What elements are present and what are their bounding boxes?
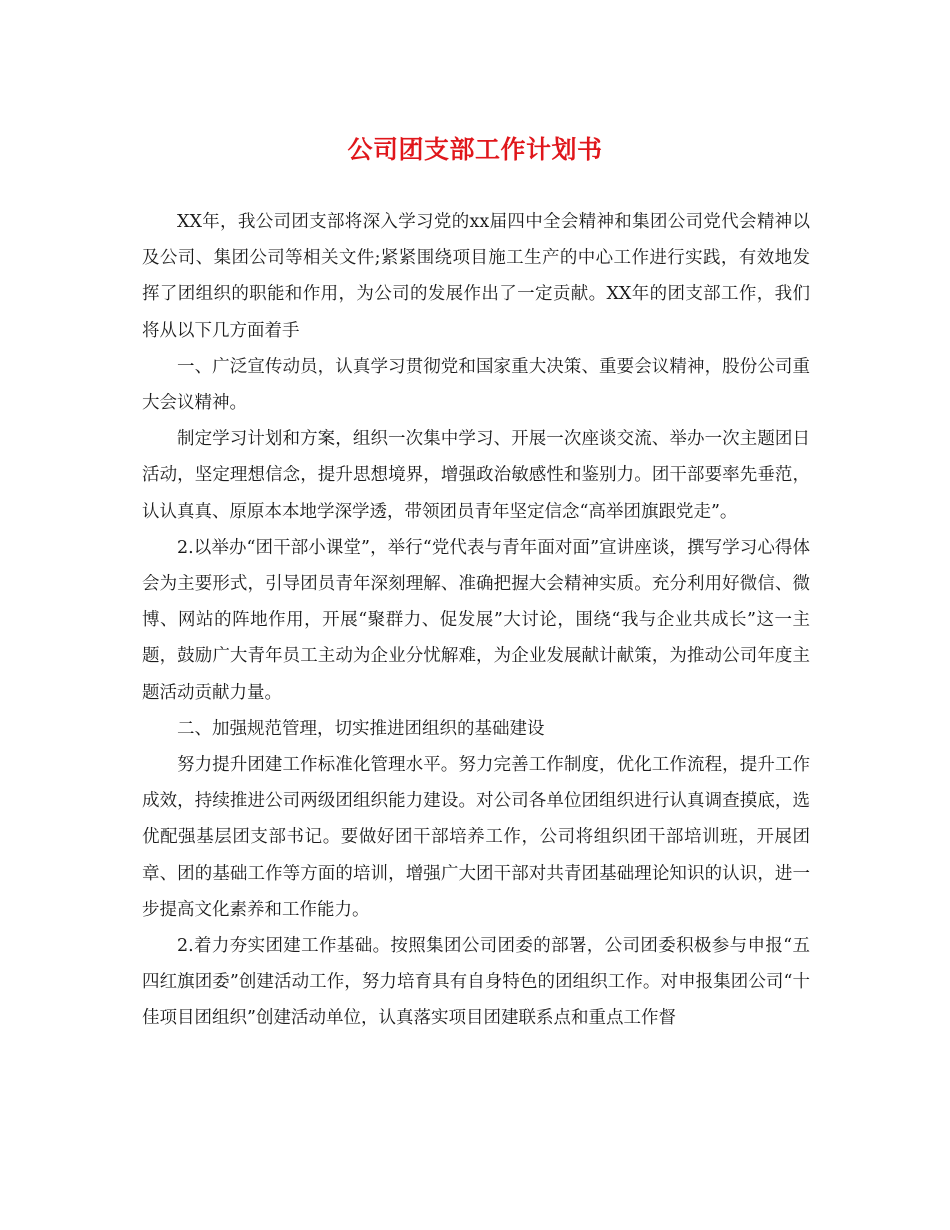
paragraph: 制定学习计划和方案，组织一次集中学习、开展一次座谈交流、举办一次主题团日活动，坚定理想信念，提升思想境界，增强政治敏感性和鉴别力。团干部要率先垂范，认认真真、原原本本地学深学透，带领团员青年坚定信念“高举团旗跟党走”。 — [142, 429, 810, 522]
document-body — [142, 204, 810, 1037]
document-title: 公司团支部工作计划书 — [347, 135, 603, 164]
paragraph: 2.以举办“团干部小课堂”，举行“党代表与青年面对面”宣讲座谈，撰写学习心得体会为主要形式，引导团员青年深刻理解、准确把握大会精神实质。充分利用好微信、微博、网站的阵地作用，开展“聚群力、促发展”大讨论，围绕“我与企业共成长”这一主题，鼓励广大青年员工主动为企业分忧解难，为企业发展献计献策，为推动公司年度主题活动贡献力量。 — [142, 537, 810, 703]
paragraph: 2.着力夯实团建工作基础。按照集团公司团委的部署，公司团委积极参与申报“五四红旗团委”创建活动工作，努力培育具有自身特色的团组织工作。对申报集团公司“十佳项目团组织”创建活动单位，认真落实项目团建联系点和重点工作督 — [142, 936, 810, 1029]
paragraph: 一、广泛宣传动员，认真学习贯彻党和国家重大决策、重要会议精神，股份公司重大会议精神。 — [142, 356, 810, 414]
paragraph: XX年，我公司团支部将深入学习党的xx届四中全会精神和集团公司党代会精神以及公司、集团公司等相关文件;紧紧围绕项目施工生产的中心工作进行实践，有效地发挥了团组织的职能和作用，为公司的发展作出了一定贡献。XX年的团支部工作，我们将从以下几方面着手 — [142, 212, 810, 341]
paragraph: 努力提升团建工作标准化管理水平。努力完善工作制度，优化工作流程，提升工作成效，持续推进公司两级团组织能力建设。对公司各单位团组织进行认真调查摸底，选优配强基层团支部书记。要做好团干部培养工作，公司将组织团干部培训班，开展团章、团的基础工作等方面的培训，增强广大团干部对共青团基础理论知识的认识，进一步提高文化素养和工作能力。 — [142, 755, 810, 920]
section-heading: 二、加强规范管理，切实推进团组织的基础建设 — [177, 718, 545, 739]
